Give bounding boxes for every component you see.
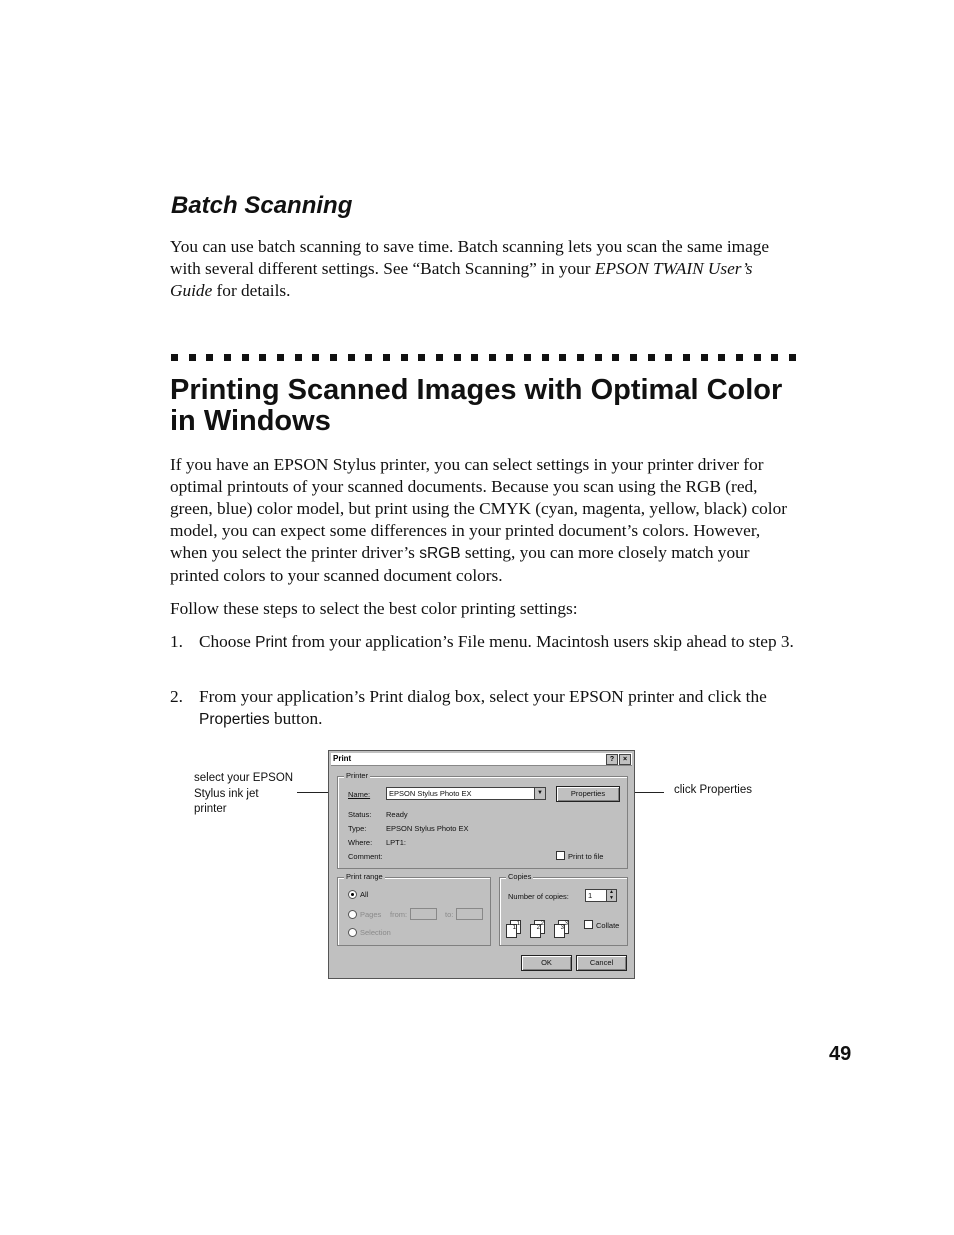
text-run: setting, you can more closely match your printed colors to your scanned document colors. bbox=[170, 543, 750, 585]
divider-square bbox=[348, 354, 355, 361]
divider-square bbox=[718, 354, 725, 361]
properties-button[interactable]: Properties bbox=[556, 786, 620, 802]
range-selection-radio[interactable] bbox=[348, 928, 357, 937]
copies-value: 1 bbox=[588, 891, 593, 900]
divider-square bbox=[789, 354, 796, 361]
cancel-button[interactable]: Cancel bbox=[576, 955, 627, 971]
printer-name-value: EPSON Stylus Photo EX bbox=[389, 789, 472, 798]
text-run: button. bbox=[269, 709, 323, 728]
printer-name-select[interactable] bbox=[386, 787, 546, 800]
divider-square bbox=[242, 354, 249, 361]
page-number: 49 bbox=[829, 1043, 852, 1065]
comment-label: Comment: bbox=[348, 852, 383, 861]
divider-square bbox=[630, 354, 637, 361]
page-icon: 3 bbox=[558, 920, 569, 934]
where-value: LPT1: bbox=[386, 838, 407, 847]
dialog-title-bar bbox=[331, 753, 632, 766]
text-run: From your application’s Print dialog box, select your EPSON printer and click the bbox=[199, 687, 767, 706]
copies-stepper[interactable] bbox=[585, 889, 617, 902]
close-button[interactable]: × bbox=[619, 754, 631, 765]
range-from-input[interactable] bbox=[410, 908, 437, 920]
range-all-label: All bbox=[360, 890, 369, 899]
step-text bbox=[199, 631, 799, 654]
help-button[interactable]: ? bbox=[606, 754, 618, 765]
divider-square bbox=[559, 354, 566, 361]
divider-square bbox=[471, 354, 478, 361]
print-to-file-label: Print to file bbox=[568, 852, 604, 861]
print-dialog bbox=[328, 750, 635, 979]
divider-square bbox=[401, 354, 408, 361]
divider-square bbox=[259, 354, 266, 361]
name-label: Name: bbox=[348, 790, 371, 799]
divider-square bbox=[612, 354, 619, 361]
divider-square bbox=[189, 354, 196, 361]
divider-square bbox=[683, 354, 690, 361]
divider-square bbox=[489, 354, 496, 361]
follow-steps-paragraph: Follow these steps to select the best color printing settings: bbox=[170, 599, 578, 618]
divider-square bbox=[595, 354, 602, 361]
batch-scanning-paragraph bbox=[170, 236, 795, 302]
divider-square bbox=[224, 354, 231, 361]
divider-square bbox=[648, 354, 655, 361]
type-value: EPSON Stylus Photo EX bbox=[386, 824, 469, 833]
chevron-down-icon[interactable]: ▼ bbox=[534, 788, 545, 799]
divider-square bbox=[542, 354, 549, 361]
range-from-label: from: bbox=[390, 910, 408, 919]
step-number: 1. bbox=[170, 632, 183, 651]
text-run: from your application’s File menu. Macintosh users skip ahead to step 3. bbox=[287, 632, 794, 651]
ui-term-srgb: sRGB bbox=[419, 545, 461, 562]
section-heading-batch-scanning: Batch Scanning bbox=[171, 192, 353, 219]
divider-square bbox=[736, 354, 743, 361]
divider-square bbox=[418, 354, 425, 361]
divider-square bbox=[577, 354, 584, 361]
ui-term-properties: Properties bbox=[199, 711, 270, 728]
guide-title: EPSON TWAIN User’s Guide bbox=[170, 259, 753, 300]
text-run: Choose bbox=[199, 632, 256, 651]
type-label: Type: bbox=[348, 824, 367, 833]
divider-square bbox=[454, 354, 461, 361]
collate-label: Collate bbox=[596, 921, 620, 930]
group-label: Print range bbox=[346, 872, 383, 881]
section-divider bbox=[171, 354, 796, 361]
page-icon: 1 bbox=[506, 924, 517, 938]
callout-click-properties: click Properties bbox=[674, 784, 752, 796]
divider-square bbox=[383, 354, 390, 361]
range-to-label: to: bbox=[445, 910, 454, 919]
group-label: Copies bbox=[508, 872, 532, 881]
printing-intro-paragraph bbox=[170, 454, 795, 587]
divider-square bbox=[701, 354, 708, 361]
copies-group bbox=[499, 872, 628, 946]
print-to-file-checkbox[interactable] bbox=[556, 851, 565, 860]
divider-square bbox=[277, 354, 284, 361]
section-heading-printing: Printing Scanned Images with Optimal Color in Windows bbox=[170, 374, 783, 437]
divider-square bbox=[365, 354, 372, 361]
divider-square bbox=[506, 354, 513, 361]
range-selection-label: Selection bbox=[360, 928, 391, 937]
divider-square bbox=[312, 354, 319, 361]
ok-button[interactable]: OK bbox=[521, 955, 572, 971]
number-of-copies-label: Number of copies: bbox=[508, 892, 569, 901]
text-run: If you have an EPSON Stylus printer, you can select settings in your printer driver for optimal printouts of your scanned documents. Because you scan using the RGB (red, green, blue) color model, but print using the CMYK (cyan, magenta, yellow, black) color model, you can expect some differences in your printed document’s colors. However, when you select the printer driver’s bbox=[170, 455, 787, 562]
status-label: Status: bbox=[348, 810, 372, 819]
callout-select-printer: select your EPSON Stylus ink jet printer bbox=[194, 772, 294, 815]
page-icon: 2 bbox=[534, 920, 545, 934]
dialog-title: Print bbox=[333, 754, 352, 763]
divider-square bbox=[665, 354, 672, 361]
range-pages-radio[interactable] bbox=[348, 910, 357, 919]
range-to-input[interactable] bbox=[456, 908, 483, 920]
step-text bbox=[199, 686, 799, 731]
range-all-radio[interactable] bbox=[348, 890, 357, 899]
text-run: for details. bbox=[212, 281, 291, 300]
page-icon: 2 bbox=[530, 924, 541, 938]
divider-square bbox=[295, 354, 302, 361]
text-run: You can use batch scanning to save time. Batch scanning lets you scan the same image with several different settings. See “Batch Scanning” in your bbox=[170, 237, 770, 278]
divider-square bbox=[524, 354, 531, 361]
range-pages-label: Pages bbox=[360, 910, 382, 919]
group-label: Printer bbox=[346, 771, 369, 780]
page-icon: 3 bbox=[554, 924, 565, 938]
print-range-group bbox=[337, 872, 491, 946]
divider-square bbox=[436, 354, 443, 361]
divider-square bbox=[771, 354, 778, 361]
status-value: Ready bbox=[386, 810, 408, 819]
ui-term-print: Print bbox=[255, 634, 288, 651]
divider-square bbox=[754, 354, 761, 361]
spin-arrows-icon[interactable]: ▲ ▼ bbox=[606, 890, 616, 901]
divider-square bbox=[206, 354, 213, 361]
where-label: Where: bbox=[348, 838, 373, 847]
collate-checkbox[interactable] bbox=[584, 920, 593, 929]
step-number: 2. bbox=[170, 687, 183, 706]
divider-square bbox=[330, 354, 337, 361]
divider-square bbox=[171, 354, 178, 361]
page-icon: 1 bbox=[510, 920, 521, 934]
printer-group bbox=[337, 771, 628, 869]
